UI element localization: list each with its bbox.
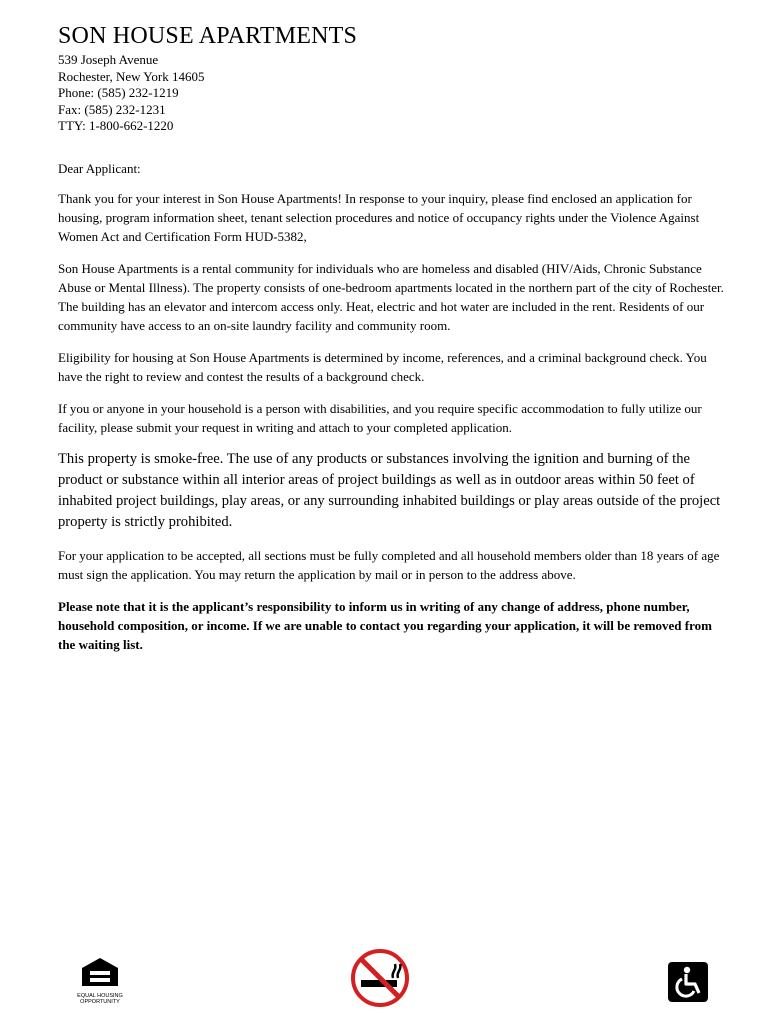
house-icon (76, 956, 124, 988)
paragraph-thank-you: Thank you for your interest in Son House Apartments! In response to your inquiry, please find enclosed an application for housing, program information sheet, tenant selection procedures and notice of occupancy rights under the Violence Against Women Act and Certification Form HUD-5382, (58, 190, 700, 244)
address-city: Rochester, New York 14605 (58, 68, 205, 84)
equal-housing-opportunity-icon (76, 956, 124, 1005)
address-phone: Phone: (585) 232-1219 (58, 85, 179, 100)
address-street: 539 Joseph Avenue (58, 52, 159, 67)
letter-page (58, 22, 728, 654)
address-block (58, 52, 728, 135)
paragraph-smoke-free: This property is smoke-free. The use of any products or substances involving the ignition and burning of the product or substance within all interior areas of project buildings as well as in outdoor areas within 50 feet of inhabited project buildings, play areas, or any surrounding inhabited buildings or play areas outside of the project property is strictly prohibited. (58, 450, 721, 530)
paragraph-accommodation: If you or anyone in your household is a person with disabilities, and you require specific accommodation to fully utilize our facility, please submit your request in writing and attach to your completed application. (58, 400, 702, 435)
address-tty: TTY: 1-800-662-1220 (58, 118, 174, 133)
equal-housing-text-line2: OPPORTUNITY (80, 999, 120, 1005)
page-title: SON HOUSE APARTMENTS (58, 23, 358, 49)
salutation: Dear Applicant: (58, 160, 141, 176)
wheelchair-accessibility-icon (668, 962, 708, 1002)
no-smoking-icon (351, 949, 409, 1007)
paragraph-application-requirements: For your application to be accepted, all sections must be fully completed and all household members older than 18 years of age must sign the application. You may return the application by mail or in person to the address above. (58, 547, 720, 582)
paragraph-notice: Please note that it is the applicant’s responsibility to inform us in writing of any change of address, phone number, household composition, or income. If we are unable to contact you regarding your application, it will be removed from the waiting list. (58, 598, 712, 652)
equal-housing-text-line1: EQUAL HOUSING (77, 993, 123, 999)
address-fax: Fax: (585) 232-1231 (58, 101, 166, 117)
paragraph-community: Son House Apartments is a rental community for individuals who are homeless and disabled (HIV/Aids, Chronic Substance Abuse or Mental Illness). The property consists of one-bedroom apartments located in the northern part of the city of Rochester. The building has an elevator and intercom access only. Heat, electric and hot water are included in the rent. Residents of our community have access to an on-site laundry facility and community room. (58, 260, 724, 333)
paragraph-eligibility: Eligibility for housing at Son House Apartments is determined by income, references, and a criminal background check. You have the right to review and contest the results of a background check. (58, 349, 707, 384)
